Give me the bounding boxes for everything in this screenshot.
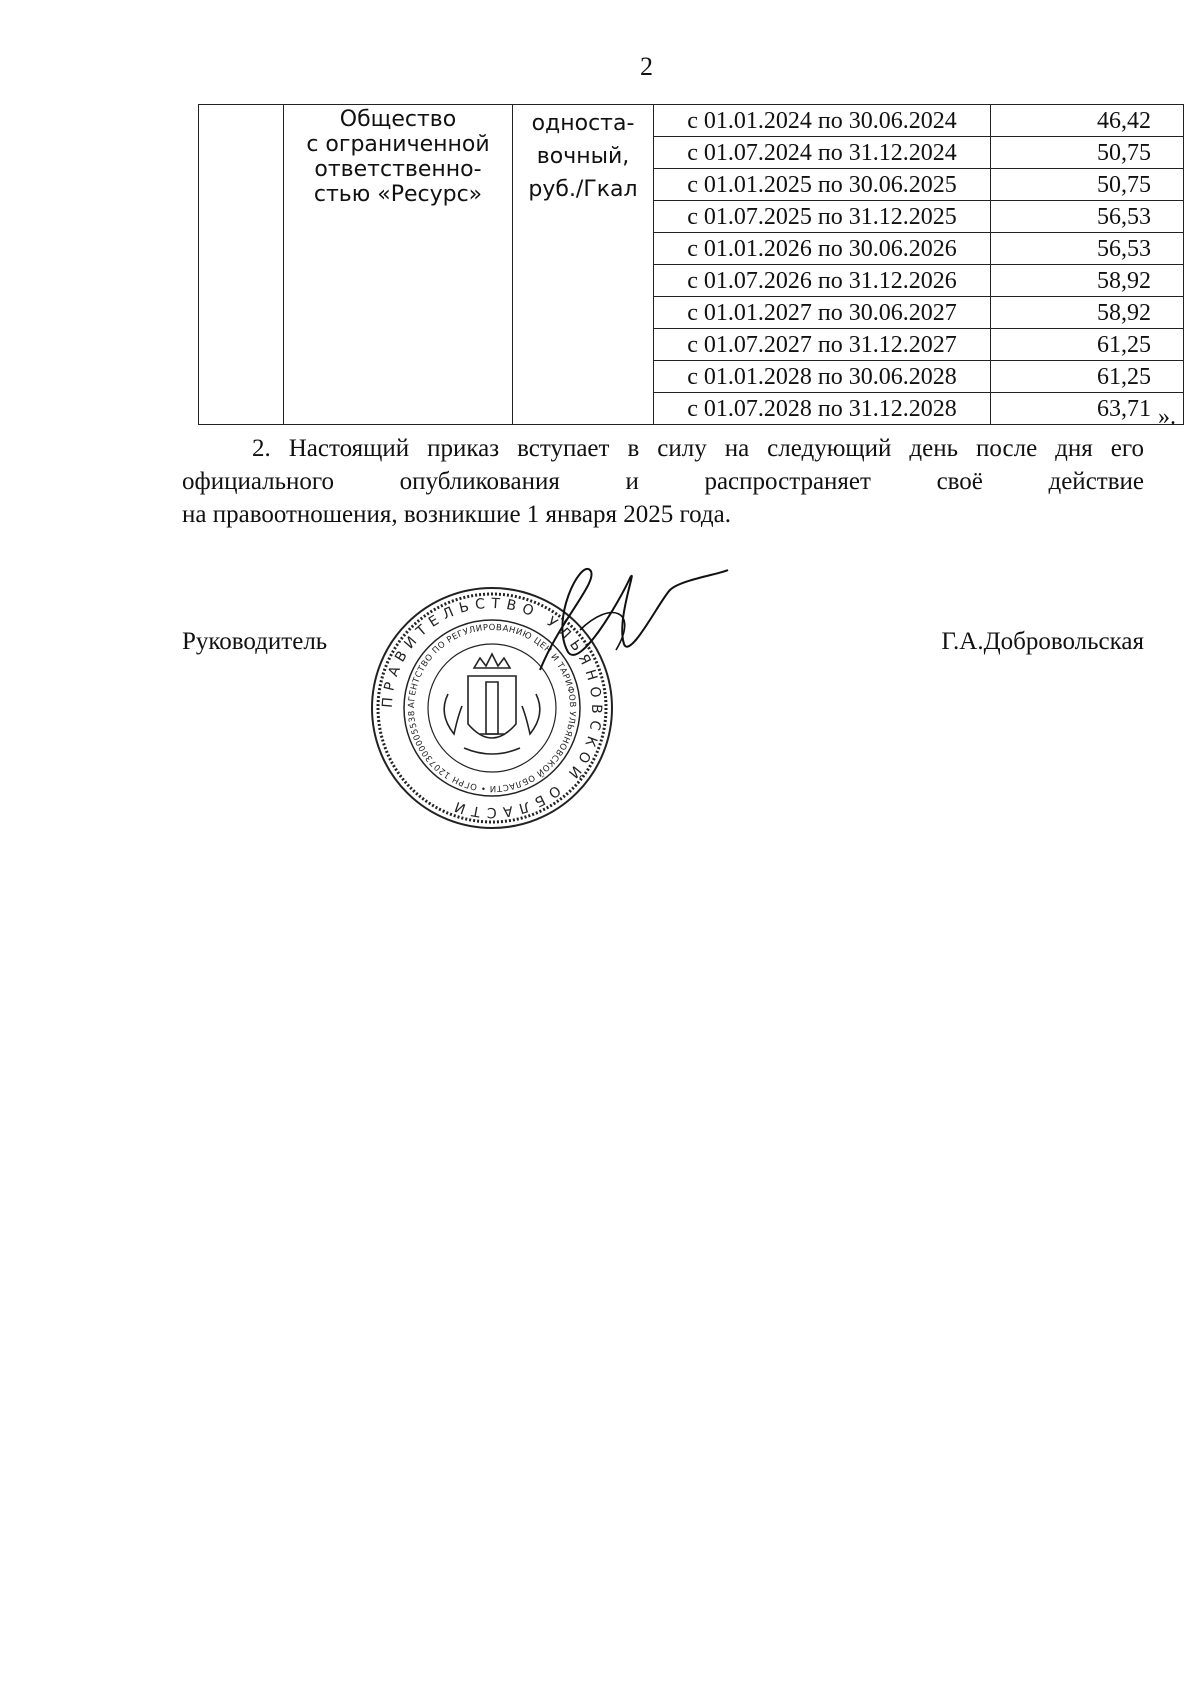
tariff-value-cell: 58,92 bbox=[991, 265, 1184, 297]
tariff-value-cell: 46,42 bbox=[991, 105, 1184, 137]
tariff-value-cell: 50,75 bbox=[991, 169, 1184, 201]
period-cell: с 01.07.2028 по 31.12.2028 bbox=[654, 393, 991, 425]
tariff-value-cell: 63,71 bbox=[991, 393, 1184, 425]
tariff-table bbox=[198, 104, 1184, 425]
period-cell: с 01.07.2024 по 31.12.2024 bbox=[654, 137, 991, 169]
period-cell: с 01.01.2025 по 30.06.2025 bbox=[654, 169, 991, 201]
tariff-value-cell: 61,25 bbox=[991, 361, 1184, 393]
period-cell: с 01.01.2027 по 30.06.2027 bbox=[654, 297, 991, 329]
period-cell: с 01.01.2026 по 30.06.2026 bbox=[654, 233, 991, 265]
tariff-value-cell: 58,92 bbox=[991, 297, 1184, 329]
tariff-table-body bbox=[199, 105, 1184, 425]
tariff-value-cell: 61,25 bbox=[991, 329, 1184, 361]
tariff-value-cell: 56,53 bbox=[991, 201, 1184, 233]
period-cell: с 01.07.2025 по 31.12.2025 bbox=[654, 201, 991, 233]
row-number-cell bbox=[199, 105, 284, 425]
period-cell: с 01.01.2028 по 30.06.2028 bbox=[654, 361, 991, 393]
period-cell: с 01.07.2027 по 31.12.2027 bbox=[654, 329, 991, 361]
signer-title: Руководитель bbox=[182, 628, 328, 655]
paragraph-2 bbox=[182, 432, 1144, 531]
organization-cell: Общество с ограниченной ответственно- стью «Ресурс» bbox=[284, 105, 513, 425]
seal-outer-text: ПРАВИТЕЛЬСТВО УЛЬЯНОВСКОЙ ОБЛАСТИ bbox=[379, 595, 605, 821]
signer-name: Г.А.Добровольская bbox=[941, 628, 1144, 655]
handwritten-signature bbox=[520, 560, 730, 690]
period-cell: с 01.07.2026 по 31.12.2026 bbox=[654, 265, 991, 297]
page-number: 2 bbox=[640, 52, 653, 81]
period-cell: с 01.01.2024 по 30.06.2024 bbox=[654, 105, 991, 137]
tariff-value-cell: 50,75 bbox=[991, 137, 1184, 169]
tariff-type-cell: односта- вочный, руб./Гкал bbox=[513, 105, 654, 425]
paragraph-line-2: официального опубликования и распространяет своё действие bbox=[182, 468, 1144, 495]
table-row bbox=[199, 105, 1184, 137]
paragraph-line-3: на правоотношения, возникшие 1 января 2025 года. bbox=[182, 501, 731, 528]
tariff-value-cell: 56,53 bbox=[991, 233, 1184, 265]
paragraph-line-1: 2. Настоящий приказ вступает в силу на следующий день после дня его bbox=[252, 435, 1144, 462]
table-closing-quote: ». bbox=[1158, 404, 1176, 430]
seal-inner-text: АГЕНТСТВО ПО РЕГУЛИРОВАНИЮ ЦЕН И ТАРИФОВ УЛЬЯНОВСКОЙ ОБЛАСТИ • ОГРН 1207300005538 bbox=[406, 622, 578, 794]
